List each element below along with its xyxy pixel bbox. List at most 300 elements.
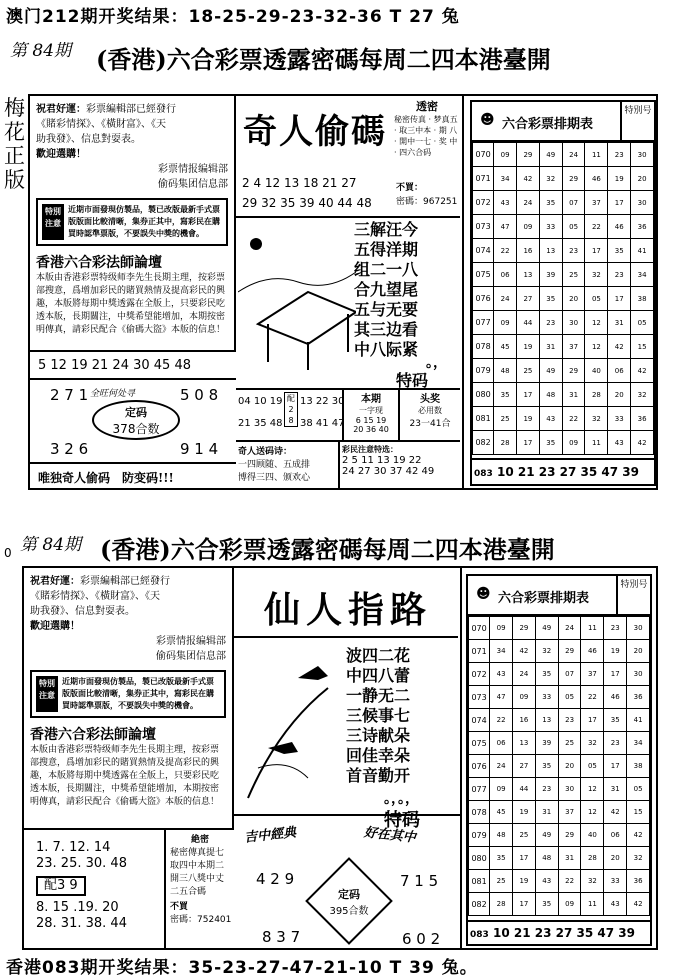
secret-box-2: 絶密 秘密傳真提七 取四中本期二 開三八獎中丈 二五合碼 不買 密碼：752401 (170, 835, 232, 925)
number-cell: 41 (631, 239, 654, 263)
number-cell: 17 (608, 191, 631, 215)
special-code-label-1: 特码 (396, 371, 429, 390)
schedule-table-1 (472, 142, 654, 455)
schedule-row (473, 311, 654, 335)
number-cell: 35 (539, 431, 562, 455)
schedule-row (473, 359, 654, 383)
number-cell: 19 (517, 407, 540, 431)
number-cell: 28 (490, 893, 513, 916)
number-cell: 46 (608, 215, 631, 239)
number-cell: 31 (562, 383, 585, 407)
issue-number-cell: 071 (469, 640, 490, 663)
number-cell: 32 (535, 640, 558, 663)
number-cell: 48 (535, 847, 558, 870)
number-cell: 30 (562, 311, 585, 335)
number-cell: 22 (585, 215, 608, 239)
number-cell: 09 (494, 311, 517, 335)
number-cell: 25 (490, 870, 513, 893)
number-cell: 40 (581, 824, 604, 847)
special-code-label-2: 特码 (384, 810, 420, 831)
number-cell: 12 (581, 778, 604, 801)
number-cell: 35 (535, 663, 558, 686)
schedule-row (469, 686, 650, 709)
number-cell: 25 (517, 359, 540, 383)
number-cell: 06 (608, 359, 631, 383)
number-cell: 42 (517, 167, 540, 191)
number-cell: 25 (558, 732, 581, 755)
schedule-table-2 (468, 616, 650, 916)
number-cell: 37 (558, 801, 581, 824)
number-cell: 05 (558, 686, 581, 709)
number-cell: 49 (535, 617, 558, 640)
number-cell: 25 (494, 407, 517, 431)
number-cell: 12 (585, 311, 608, 335)
panel-title-1: 奇人偷碼 (243, 112, 387, 152)
number-cell: 23 (539, 311, 562, 335)
number-cell: 24 (562, 143, 585, 167)
number-cell: 29 (517, 143, 540, 167)
this-issue-box-1: 本期 一字现 6 15 19 20 36 40 (344, 388, 400, 440)
issue-number-cell: 080 (473, 383, 494, 407)
number-cell: 09 (490, 617, 513, 640)
special-badge-2: 特別号 (618, 576, 650, 616)
issue-number-cell: 072 (469, 663, 490, 686)
number-cell: 17 (581, 709, 604, 732)
number-cell: 43 (490, 663, 513, 686)
number-cell: 17 (513, 847, 536, 870)
number-cell: 32 (585, 407, 608, 431)
number-cell: 31 (539, 335, 562, 359)
number-cell: 42 (513, 640, 536, 663)
illustration-area-2 (234, 636, 458, 831)
lucky-area-1 (30, 378, 236, 462)
number-cell: 23 (604, 617, 627, 640)
verse-block-2: 波四二花 中四八蕾 一静无二 三候事七 三诗献朵 回佳幸朵 首音勤开 (346, 646, 411, 785)
number-cell: 42 (608, 335, 631, 359)
number-cell: 44 (517, 311, 540, 335)
schedule-last-1: 083 10 21 23 27 35 47 39 (472, 458, 654, 484)
number-cell: 48 (490, 824, 513, 847)
number-cell: 15 (627, 801, 650, 824)
number-cell: 35 (608, 239, 631, 263)
number-cell: 09 (562, 431, 585, 455)
number-cell: 24 (517, 191, 540, 215)
schedule-row (469, 870, 650, 893)
schedule-last-2: 083 10 21 23 27 35 47 39 (468, 920, 650, 944)
number-cell: 06 (494, 263, 517, 287)
top-result-text: 澳门212期开奖结果：18-25-29-23-32-36 T 27 兔 (6, 7, 460, 27)
number-cell: 29 (562, 359, 585, 383)
schedule-row (473, 431, 654, 455)
number-cell: 22 (581, 686, 604, 709)
number-cell: 24 (490, 755, 513, 778)
number-cell: 29 (558, 824, 581, 847)
number-cell: 22 (562, 407, 585, 431)
number-cell: 06 (604, 824, 627, 847)
number-cell: 05 (562, 215, 585, 239)
banner-left-2: 吉中經典 (243, 825, 297, 846)
number-cell: 09 (490, 778, 513, 801)
number-cell: 30 (558, 778, 581, 801)
issue-number-cell: 075 (469, 732, 490, 755)
number-cell: 47 (494, 215, 517, 239)
number-cell: 46 (604, 686, 627, 709)
number-cell: 17 (604, 755, 627, 778)
schedule-row (473, 407, 654, 431)
banner-right-2: 好在其中 (363, 825, 417, 846)
banner-title-2: (香港)六合彩票透露密碼每周二四本港臺開 (100, 535, 555, 564)
issue-number-cell: 072 (473, 191, 494, 215)
section-1 (28, 94, 658, 490)
number-cell: 07 (562, 191, 585, 215)
issue-number-cell: 073 (473, 215, 494, 239)
number-cell: 42 (627, 893, 650, 916)
number-cell: 13 (539, 239, 562, 263)
fixed-code-2: 定码 395合数 (329, 888, 369, 917)
number-cell: 27 (513, 755, 536, 778)
schedule-title-2: 六合彩票排期表 (468, 576, 618, 616)
number-cell: 33 (608, 407, 631, 431)
middle-column-1 (236, 96, 464, 488)
diamond-bottom-right: 6 0 2 (402, 930, 441, 948)
schedule-row (469, 801, 650, 824)
number-cell: 43 (494, 191, 517, 215)
number-cell: 31 (535, 801, 558, 824)
number-cell: 38 (631, 287, 654, 311)
lucky-label: 全旺何处寻 (90, 389, 136, 399)
schedule-row (473, 263, 654, 287)
panel-title-2: 仙人指路 (263, 589, 432, 631)
number-cell: 48 (494, 359, 517, 383)
special-badge-1: 特別号 (622, 102, 654, 142)
number-cell: 24 (558, 617, 581, 640)
number-cell: 30 (627, 617, 650, 640)
number-cell: 29 (513, 617, 536, 640)
number-cell: 35 (604, 709, 627, 732)
issue-number-cell: 075 (473, 263, 494, 287)
number-cell: 20 (627, 640, 650, 663)
number-cell: 19 (513, 801, 536, 824)
number-cell: 34 (627, 732, 650, 755)
number-cell: 45 (490, 801, 513, 824)
left-column-2 (24, 568, 234, 830)
number-cell: 28 (585, 383, 608, 407)
number-cell: 12 (585, 335, 608, 359)
schedule-row (469, 732, 650, 755)
warning-box-1: 特別注意 近期市面發現仿製品，製已改版最新手式票版版面比較清晰，集券正其中，寫彩民在購買時認準票版，不要誤失中獎的機會。 (36, 198, 228, 246)
lucky-top-right: 5 0 8 (180, 386, 219, 404)
number-cell: 42 (631, 359, 654, 383)
number-cell: 49 (539, 143, 562, 167)
schedule-row (473, 335, 654, 359)
number-cell: 32 (581, 732, 604, 755)
number-cell: 20 (608, 383, 631, 407)
banner-title-1: (香港)六合彩票透露密碼每周二四本港臺開 (96, 45, 551, 74)
forum-title-1: 香港六合彩法師論壇 (36, 255, 162, 271)
schedule-row (473, 167, 654, 191)
schedule-panel-1 (470, 100, 656, 486)
number-cell: 13 (535, 709, 558, 732)
number-cell: 09 (517, 215, 540, 239)
number-cell: 34 (631, 263, 654, 287)
number-cell: 13 (513, 732, 536, 755)
issue-number-cell: 073 (469, 686, 490, 709)
issue-number-cell: 081 (473, 407, 494, 431)
schedule-row (469, 663, 650, 686)
issue-number-cell: 074 (469, 709, 490, 732)
forum-title-2: 香港六合彩法師論壇 (30, 727, 156, 743)
number-cell: 05 (585, 287, 608, 311)
number-cell: 20 (558, 755, 581, 778)
numbers-a-1: 2 4 12 13 18 21 27 (242, 176, 357, 190)
number-cell: 43 (539, 407, 562, 431)
warning-box-2: 特別注意 近期市面發現仿製品，製已改版最新手式票版版面比較清晰，集券正其中，寫彩民在購買時認準票版，不要誤失中獎的機會。 (30, 670, 226, 718)
number-cell: 30 (627, 663, 650, 686)
issue-label-1: 第 84期 (10, 41, 72, 61)
diamond-top-left: 4 2 9 (256, 870, 295, 888)
number-cell: 22 (494, 239, 517, 263)
number-cell: 17 (517, 431, 540, 455)
number-cell: 36 (627, 686, 650, 709)
number-cell: 19 (608, 167, 631, 191)
schedule-row (469, 824, 650, 847)
schedule-row (469, 847, 650, 870)
mascot-icon: ☻ (476, 586, 491, 602)
special-pick-box-1: 彩民注意特选： 2 5 11 13 19 22 24 27 30 37 42 49 (340, 440, 460, 488)
number-cell: 23 (558, 709, 581, 732)
schedule-row (473, 143, 654, 167)
issue-number-cell: 082 (473, 431, 494, 455)
number-cell: 20 (604, 847, 627, 870)
number-cell: 46 (585, 167, 608, 191)
number-cell: 07 (558, 663, 581, 686)
number-cell: 29 (558, 640, 581, 663)
number-cell: 37 (562, 335, 585, 359)
notice-block-1: 祝君好運：彩票編輯部已經發行 《賭彩情探》、《橫財富》、《天 助我發》、信息對耍表。 歡迎選購！ 彩票情报编辑部 偷码集团信息部 (36, 104, 228, 190)
number-cell: 32 (585, 263, 608, 287)
fixed-code-oval-1: 定码 378合数 (92, 400, 180, 440)
lucky-top-left: 2 7 1 (50, 386, 89, 404)
number-cell: 23 (608, 143, 631, 167)
number-cell: 16 (517, 239, 540, 263)
number-cell: 29 (562, 167, 585, 191)
number-cell: 23 (608, 263, 631, 287)
number-cell: 05 (631, 311, 654, 335)
schedule-row (473, 287, 654, 311)
number-cell: 32 (627, 847, 650, 870)
issue-number-cell: 071 (473, 167, 494, 191)
secret-box-1: 透密 秘密传真 · 梦真五 · 取三中本 · 期 八 · 開中一七 · 奖 中 · 四六合码 (394, 100, 458, 157)
bottom-result-text: 香港083期开奖结果：35-23-27-47-21-10 T 39 兔。 (6, 958, 478, 976)
number-cell: 17 (513, 893, 536, 916)
schedule-row (473, 191, 654, 215)
number-cell: 24 (494, 287, 517, 311)
number-cell: 34 (494, 167, 517, 191)
issue-number-cell: 077 (473, 311, 494, 335)
number-cell: 06 (490, 732, 513, 755)
issue-number-cell: 082 (469, 893, 490, 916)
number-cell: 20 (631, 167, 654, 191)
schedule-row (473, 215, 654, 239)
number-cell: 19 (513, 870, 536, 893)
number-cell: 36 (627, 870, 650, 893)
number-cell: 13 (517, 263, 540, 287)
number-cell: 43 (608, 431, 631, 455)
number-cell: 33 (604, 870, 627, 893)
number-cell: 09 (513, 686, 536, 709)
schedule-row (469, 709, 650, 732)
number-cell: 34 (490, 640, 513, 663)
number-cell: 35 (539, 191, 562, 215)
number-cell: 11 (581, 893, 604, 916)
number-cell: 43 (604, 893, 627, 916)
schedule-row (469, 778, 650, 801)
number-cell: 05 (581, 755, 604, 778)
side-zero-2: 0 (4, 546, 12, 560)
number-cell: 36 (631, 215, 654, 239)
schedule-row (469, 640, 650, 663)
verse-tail-1: 。， (426, 355, 447, 371)
number-cell: 24 (513, 663, 536, 686)
issue-number-cell: 076 (469, 755, 490, 778)
number-cell: 49 (535, 824, 558, 847)
number-cell: 41 (627, 709, 650, 732)
diamond-bottom-left: 8 3 7 (262, 928, 301, 946)
number-cell: 22 (490, 709, 513, 732)
number-cell: 27 (517, 287, 540, 311)
number-cell: 31 (558, 847, 581, 870)
number-cell: 43 (535, 870, 558, 893)
number-cell: 17 (608, 287, 631, 311)
left-column-1 (30, 96, 236, 352)
schedule-row (469, 755, 650, 778)
number-cell: 49 (539, 359, 562, 383)
number-cell: 39 (535, 732, 558, 755)
issue-number-cell: 079 (469, 824, 490, 847)
forum-body-1: 本版由香港彩票特级师李先生長期主理，按彩票部搜意，爲增加彩民的賭買熱情及提高彩民的興趣，本版將每期中獎透露在全版上，只要彩民吃透本版，長期關注，中獎希望能增加，本期按密明傳真，請彩民配合《偷碼大盜》本版的信息！ (36, 273, 226, 335)
number-cell: 22 (558, 870, 581, 893)
lucky-bottom-right: 9 1 4 (180, 440, 219, 458)
number-cell: 11 (581, 617, 604, 640)
number-cell: 17 (517, 383, 540, 407)
number-cell: 09 (494, 143, 517, 167)
issue-number-cell: 070 (473, 143, 494, 167)
number-cell: 39 (539, 263, 562, 287)
notice-block-2: 祝君好運：彩票編輯部已經發行 《賭彩情探》、《橫財富》、《天 助我發》、信息對耍表。 歡迎選購！ 彩票情报编辑部 偷码集团信息部 (30, 576, 226, 662)
verse-tail-2: 。，。， (384, 791, 419, 807)
number-cell: 32 (539, 167, 562, 191)
no-buy-1: 不買： (396, 183, 424, 193)
number-cell: 47 (490, 686, 513, 709)
number-cell: 32 (631, 383, 654, 407)
numbers-area-2: 1. 7. 12. 14 23. 25. 30. 48 配3 9 8. 15 .19. 20 28. 31. 38. 44 (24, 830, 166, 948)
illustration-area-1 (236, 216, 460, 390)
number-cell: 09 (558, 893, 581, 916)
issue-number-cell: 078 (469, 801, 490, 824)
number-cell: 38 (627, 755, 650, 778)
issue-number-cell: 076 (473, 287, 494, 311)
issue-number-cell: 077 (469, 778, 490, 801)
number-cell: 28 (494, 431, 517, 455)
number-cell: 12 (581, 801, 604, 824)
issue-number-cell: 079 (473, 359, 494, 383)
number-cell: 32 (581, 870, 604, 893)
number-cell: 25 (513, 824, 536, 847)
number-cell: 35 (490, 847, 513, 870)
number-cell: 44 (513, 778, 536, 801)
number-cell: 30 (631, 143, 654, 167)
number-cell: 16 (513, 709, 536, 732)
number-cell: 40 (585, 359, 608, 383)
number-cell: 05 (627, 778, 650, 801)
number-cell: 19 (604, 640, 627, 663)
issue-number-cell: 081 (469, 870, 490, 893)
footer-slogan-1: 唯独奇人偷码 防变码!!! (30, 462, 236, 488)
pavilion-illustration (238, 232, 356, 372)
number-cell: 15 (631, 335, 654, 359)
schedule-row (469, 617, 650, 640)
verse-block-1: 三解汪今 五得洋期 组二一八 合九望尾 五与无要 其三边看 中八际紧 (354, 220, 419, 359)
number-cell: 23 (604, 732, 627, 755)
schedule-row (473, 239, 654, 263)
number-cell: 37 (581, 663, 604, 686)
number-cell: 28 (581, 847, 604, 870)
number-cell: 31 (608, 311, 631, 335)
issue-number-cell: 074 (473, 239, 494, 263)
schedule-title-1: 六合彩票排期表 (472, 102, 622, 142)
number-cell: 35 (539, 287, 562, 311)
number-cell: 23 (562, 239, 585, 263)
number-cell: 11 (585, 431, 608, 455)
number-cell: 17 (604, 663, 627, 686)
head-award-box-1: 头奖 必用数 23一41合 (400, 388, 460, 440)
cranes-illustration (238, 648, 348, 808)
number-cell: 42 (627, 824, 650, 847)
match-box-2: 配3 9 (36, 876, 86, 896)
numbers-b-1: 29 32 35 39 40 44 48 (242, 196, 372, 210)
side-label: 梅花正版 (4, 96, 25, 192)
number-cell: 11 (585, 143, 608, 167)
number-cell: 35 (494, 383, 517, 407)
poem-box-1: 奇人送码诗： 一四顾随、五成排 博得三四、颁欢心 (236, 440, 340, 488)
number-cell: 25 (562, 263, 585, 287)
numbers-row-1: 5 12 19 21 24 30 45 48 (38, 358, 191, 373)
number-cell: 45 (494, 335, 517, 359)
forum-body-2: 本版由香港彩票特级师李先生長期主理，按彩票部搜意，爲增加彩民的賭買熱情及提高彩民的興趣，本版將每期中獎透露在全版上，只要彩民吃透本版，長期關注，中獎希望能增加，本期按密明傳真，請彩民配合《偷碼大盜》本版的信息！ (30, 745, 220, 807)
code-1: 密碼：967251 (396, 197, 458, 207)
number-cell: 42 (604, 801, 627, 824)
issue-number-cell: 078 (473, 335, 494, 359)
number-cell: 33 (535, 686, 558, 709)
number-cell: 31 (604, 778, 627, 801)
schedule-row (473, 383, 654, 407)
number-cell: 42 (631, 431, 654, 455)
issue-number-cell: 080 (469, 847, 490, 870)
number-cell: 30 (631, 191, 654, 215)
number-cell: 17 (585, 239, 608, 263)
number-cell: 48 (539, 383, 562, 407)
number-cell: 20 (562, 287, 585, 311)
issue-number-cell: 070 (469, 617, 490, 640)
number-cell: 35 (535, 755, 558, 778)
number-cell: 46 (581, 640, 604, 663)
diamond-top-right: 7 1 5 (400, 872, 439, 890)
number-cell: 35 (535, 893, 558, 916)
pair-grid-1: 04 10 19 21 35 48 配2 8 13 22 30 38 41 47 (236, 388, 344, 440)
number-cell: 23 (535, 778, 558, 801)
schedule-panel-2 (466, 574, 652, 946)
number-cell: 19 (517, 335, 540, 359)
